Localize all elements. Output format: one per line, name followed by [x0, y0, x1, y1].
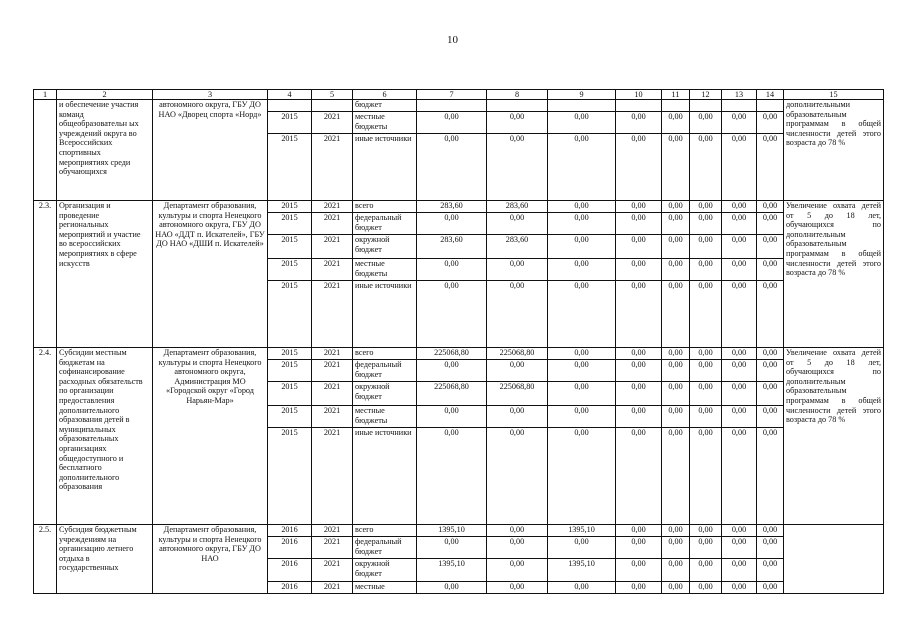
value-cell: 0,00 [662, 134, 690, 201]
value-cell: 0,00 [616, 259, 662, 281]
row-responsible: автономного округа, ГБУ ДО НАО «Дворец спорта «Норд» [153, 100, 268, 201]
value-cell: 0,00 [722, 406, 757, 428]
value-cell: 0,00 [722, 235, 757, 259]
year-start-cell: 2015 [268, 213, 312, 235]
value-cell: 0,00 [487, 428, 548, 525]
row-description: Субсидии местным бюджетам на софинансирование расходных обязательств по организации предоставления дополнительного образования детей в муниципальных образовательных организациях общедоступного и бесплатного дополнительного образования [57, 348, 153, 525]
value-cell: 0,00 [616, 112, 662, 134]
year-start-cell: 2015 [268, 134, 312, 201]
value-cell: 0,00 [757, 382, 784, 406]
value-cell: 0,00 [417, 582, 487, 594]
row-number: 2.3. [34, 201, 57, 348]
funding-source-cell: окружной бюджет [353, 559, 417, 582]
value-cell: 0,00 [548, 201, 616, 213]
value-cell: 225068,80 [417, 382, 487, 406]
value-cell: 0,00 [662, 360, 690, 382]
value-cell: 0,00 [487, 537, 548, 559]
value-cell: 0,00 [662, 348, 690, 360]
row-description: Субсидия бюджетным учреждениям на организацию летнего отдыха в государственных [57, 525, 153, 594]
value-cell: 0,00 [417, 537, 487, 559]
year-end-cell: 2021 [312, 428, 353, 525]
value-cell: 0,00 [662, 559, 690, 582]
value-cell [417, 100, 487, 112]
value-cell: 0,00 [548, 360, 616, 382]
year-start-cell: 2015 [268, 201, 312, 213]
value-cell: 0,00 [690, 281, 722, 348]
value-cell: 0,00 [487, 134, 548, 201]
value-cell: 0,00 [757, 537, 784, 559]
value-cell: 0,00 [616, 213, 662, 235]
value-cell: 0,00 [662, 281, 690, 348]
value-cell: 0,00 [690, 201, 722, 213]
value-cell: 1395,10 [548, 559, 616, 582]
value-cell: 0,00 [662, 259, 690, 281]
header-cell: 4 [268, 90, 312, 100]
row-responsible: Департамент образования, культуры и спорта Ненецкого автономного округа, Администрация МО «Городской округ «Город Нарьян-Мар» [153, 348, 268, 525]
header-cell: 11 [662, 90, 690, 100]
funding-source-cell: бюджет [353, 100, 417, 112]
value-cell: 0,00 [757, 134, 784, 201]
value-cell: 0,00 [690, 112, 722, 134]
value-cell: 225068,80 [487, 348, 548, 360]
row-description: и обеспечение участия команд общеобразовательн ых учреждений округа во Всероссийских спортивных мероприятиях среди обучающихся [57, 100, 153, 201]
value-cell: 0,00 [487, 259, 548, 281]
header-cell: 1 [34, 90, 57, 100]
value-cell: 0,00 [417, 428, 487, 525]
year-start-cell: 2016 [268, 559, 312, 582]
funding-source-cell: местные [353, 582, 417, 594]
year-end-cell: 2021 [312, 112, 353, 134]
value-cell: 0,00 [417, 213, 487, 235]
year-start-cell: 2015 [268, 406, 312, 428]
value-cell: 0,00 [722, 382, 757, 406]
year-start-cell: 2015 [268, 360, 312, 382]
value-cell: 0,00 [616, 201, 662, 213]
value-cell: 0,00 [417, 360, 487, 382]
year-end-cell: 2021 [312, 213, 353, 235]
value-cell: 0,00 [722, 559, 757, 582]
value-cell: 0,00 [757, 428, 784, 525]
header-cell: 9 [548, 90, 616, 100]
header-cell: 12 [690, 90, 722, 100]
row-expected-result: дополнительными образовательным программам в общей численности детей этого возраста до 78 % [784, 100, 884, 201]
value-cell: 0,00 [757, 559, 784, 582]
value-cell: 0,00 [722, 348, 757, 360]
value-cell: 0,00 [487, 360, 548, 382]
row-number [34, 100, 57, 201]
value-cell: 0,00 [757, 360, 784, 382]
funding-source-cell: федеральный бюджет [353, 213, 417, 235]
value-cell: 0,00 [662, 525, 690, 537]
value-cell: 0,00 [417, 406, 487, 428]
value-cell [616, 100, 662, 112]
header-cell: 14 [757, 90, 784, 100]
value-cell: 0,00 [616, 537, 662, 559]
value-cell [548, 100, 616, 112]
value-cell: 0,00 [690, 582, 722, 594]
table-row [34, 201, 884, 213]
value-cell: 0,00 [722, 213, 757, 235]
value-cell: 0,00 [487, 582, 548, 594]
value-cell: 0,00 [662, 213, 690, 235]
year-end-cell: 2021 [312, 406, 353, 428]
year-start-cell: 2015 [268, 235, 312, 259]
value-cell [690, 100, 722, 112]
value-cell: 0,00 [757, 259, 784, 281]
year-start-cell [268, 100, 312, 112]
value-cell: 0,00 [662, 428, 690, 525]
value-cell: 0,00 [722, 112, 757, 134]
year-start-cell: 2016 [268, 537, 312, 559]
table-row [34, 100, 884, 112]
value-cell: 0,00 [757, 213, 784, 235]
value-cell [757, 100, 784, 112]
value-cell: 225068,80 [417, 348, 487, 360]
value-cell: 0,00 [722, 582, 757, 594]
value-cell: 0,00 [662, 406, 690, 428]
value-cell: 0,00 [722, 360, 757, 382]
value-cell: 0,00 [487, 213, 548, 235]
row-responsible: Департамент образования, культуры и спорта Ненецкого автономного округа, ГБУ ДО НАО «ДДТ п. Искателей», ГБУ ДО НАО «ДШИ п. Искателей» [153, 201, 268, 348]
table-row [34, 525, 884, 537]
value-cell: 0,00 [722, 201, 757, 213]
value-cell: 0,00 [616, 235, 662, 259]
header-cell: 10 [616, 90, 662, 100]
value-cell: 0,00 [616, 406, 662, 428]
value-cell: 0,00 [616, 428, 662, 525]
funding-source-cell: всего [353, 348, 417, 360]
year-start-cell: 2016 [268, 525, 312, 537]
value-cell: 0,00 [548, 348, 616, 360]
row-description: Организация и проведение региональных мероприятий и участие во всероссийских мероприятиях в сфере искусств [57, 201, 153, 348]
funding-source-cell: окружной бюджет [353, 382, 417, 406]
page-number: 10 [447, 34, 458, 46]
header-cell: 5 [312, 90, 353, 100]
value-cell: 0,00 [757, 525, 784, 537]
value-cell: 0,00 [690, 213, 722, 235]
value-cell: 283,60 [417, 235, 487, 259]
value-cell [662, 100, 690, 112]
value-cell: 0,00 [690, 360, 722, 382]
value-cell: 0,00 [690, 382, 722, 406]
value-cell: 0,00 [690, 428, 722, 525]
value-cell: 0,00 [417, 112, 487, 134]
funding-source-cell: иные источники [353, 281, 417, 348]
year-end-cell: 2021 [312, 259, 353, 281]
value-cell: 0,00 [662, 582, 690, 594]
value-cell: 0,00 [548, 112, 616, 134]
header-cell: 6 [353, 90, 417, 100]
value-cell: 0,00 [548, 582, 616, 594]
value-cell: 0,00 [616, 382, 662, 406]
value-cell [722, 100, 757, 112]
row-expected-result: Увеличение охвата детей от 5 до 18 лет, обучающихся по дополнительным образовательным программам в общей численности детей этого возраста до 78 % [784, 201, 884, 348]
value-cell: 0,00 [616, 360, 662, 382]
year-start-cell: 2016 [268, 582, 312, 594]
funding-source-cell: всего [353, 201, 417, 213]
year-end-cell [312, 100, 353, 112]
year-end-cell: 2021 [312, 348, 353, 360]
value-cell [487, 100, 548, 112]
value-cell: 1395,10 [417, 559, 487, 582]
value-cell: 0,00 [616, 525, 662, 537]
value-cell: 0,00 [722, 134, 757, 201]
year-start-cell: 2015 [268, 348, 312, 360]
value-cell: 0,00 [487, 406, 548, 428]
header-cell: 8 [487, 90, 548, 100]
value-cell: 0,00 [757, 235, 784, 259]
value-cell: 0,00 [662, 537, 690, 559]
value-cell: 0,00 [722, 537, 757, 559]
year-start-cell: 2015 [268, 281, 312, 348]
value-cell: 283,60 [487, 235, 548, 259]
funding-source-cell: окружной бюджет [353, 235, 417, 259]
value-cell: 0,00 [548, 235, 616, 259]
table-row [34, 348, 884, 360]
value-cell: 0,00 [487, 559, 548, 582]
value-cell: 0,00 [616, 134, 662, 201]
value-cell: 0,00 [757, 406, 784, 428]
value-cell: 0,00 [757, 582, 784, 594]
value-cell: 0,00 [757, 112, 784, 134]
value-cell: 0,00 [548, 406, 616, 428]
funding-source-cell: федеральный бюджет [353, 360, 417, 382]
year-end-cell: 2021 [312, 134, 353, 201]
value-cell: 0,00 [662, 382, 690, 406]
year-end-cell: 2021 [312, 281, 353, 348]
value-cell: 0,00 [722, 259, 757, 281]
value-cell: 0,00 [722, 428, 757, 525]
row-expected-result [784, 525, 884, 594]
value-cell: 0,00 [690, 348, 722, 360]
value-cell: 0,00 [417, 134, 487, 201]
year-end-cell: 2021 [312, 559, 353, 582]
value-cell: 0,00 [690, 259, 722, 281]
value-cell: 0,00 [662, 235, 690, 259]
year-end-cell: 2021 [312, 537, 353, 559]
value-cell: 0,00 [757, 201, 784, 213]
value-cell: 0,00 [690, 525, 722, 537]
value-cell: 1395,10 [548, 525, 616, 537]
row-number: 2.5. [34, 525, 57, 594]
value-cell: 283,60 [417, 201, 487, 213]
value-cell: 0,00 [616, 348, 662, 360]
value-cell: 0,00 [487, 281, 548, 348]
value-cell: 0,00 [757, 348, 784, 360]
budget-table [33, 89, 884, 594]
funding-source-cell: иные источники [353, 428, 417, 525]
header-cell: 7 [417, 90, 487, 100]
year-start-cell: 2015 [268, 382, 312, 406]
value-cell: 0,00 [757, 281, 784, 348]
value-cell: 0,00 [662, 112, 690, 134]
funding-source-cell: местные бюджеты [353, 112, 417, 134]
row-responsible: Департамент образования, культуры и спорта Ненецкого автономного округа, ГБУ ДО НАО [153, 525, 268, 594]
value-cell: 0,00 [417, 281, 487, 348]
value-cell: 0,00 [616, 559, 662, 582]
value-cell: 0,00 [487, 112, 548, 134]
value-cell: 0,00 [616, 281, 662, 348]
value-cell: 225068,80 [487, 382, 548, 406]
value-cell: 0,00 [548, 428, 616, 525]
value-cell: 0,00 [662, 201, 690, 213]
header-cell: 15 [784, 90, 884, 100]
value-cell: 0,00 [690, 406, 722, 428]
value-cell: 0,00 [690, 559, 722, 582]
funding-source-cell: местные бюджеты [353, 259, 417, 281]
value-cell: 0,00 [548, 259, 616, 281]
row-expected-result: Увеличение охвата детей от 5 до 18 лет, обучающихся по дополнительным образовательным программам в общей численности детей этого возраста до 78 % [784, 348, 884, 525]
value-cell: 0,00 [548, 281, 616, 348]
year-start-cell: 2015 [268, 112, 312, 134]
value-cell: 0,00 [722, 281, 757, 348]
value-cell: 283,60 [487, 201, 548, 213]
value-cell: 0,00 [616, 582, 662, 594]
year-end-cell: 2021 [312, 582, 353, 594]
header-cell: 13 [722, 90, 757, 100]
value-cell: 0,00 [417, 259, 487, 281]
year-start-cell: 2015 [268, 259, 312, 281]
header-row [34, 90, 884, 100]
value-cell: 0,00 [690, 537, 722, 559]
year-end-cell: 2021 [312, 235, 353, 259]
value-cell: 0,00 [548, 382, 616, 406]
value-cell: 1395,10 [417, 525, 487, 537]
value-cell: 0,00 [487, 525, 548, 537]
year-start-cell: 2015 [268, 428, 312, 525]
funding-source-cell: местные бюджеты [353, 406, 417, 428]
funding-source-cell: федеральный бюджет [353, 537, 417, 559]
value-cell: 0,00 [690, 235, 722, 259]
header-cell: 3 [153, 90, 268, 100]
year-end-cell: 2021 [312, 525, 353, 537]
funding-source-cell: иные источники [353, 134, 417, 201]
value-cell: 0,00 [548, 537, 616, 559]
year-end-cell: 2021 [312, 382, 353, 406]
year-end-cell: 2021 [312, 360, 353, 382]
funding-source-cell: всего [353, 525, 417, 537]
value-cell: 0,00 [722, 525, 757, 537]
year-end-cell: 2021 [312, 201, 353, 213]
value-cell: 0,00 [690, 134, 722, 201]
value-cell: 0,00 [548, 134, 616, 201]
value-cell: 0,00 [548, 213, 616, 235]
header-cell: 2 [57, 90, 153, 100]
row-number: 2.4. [34, 348, 57, 525]
